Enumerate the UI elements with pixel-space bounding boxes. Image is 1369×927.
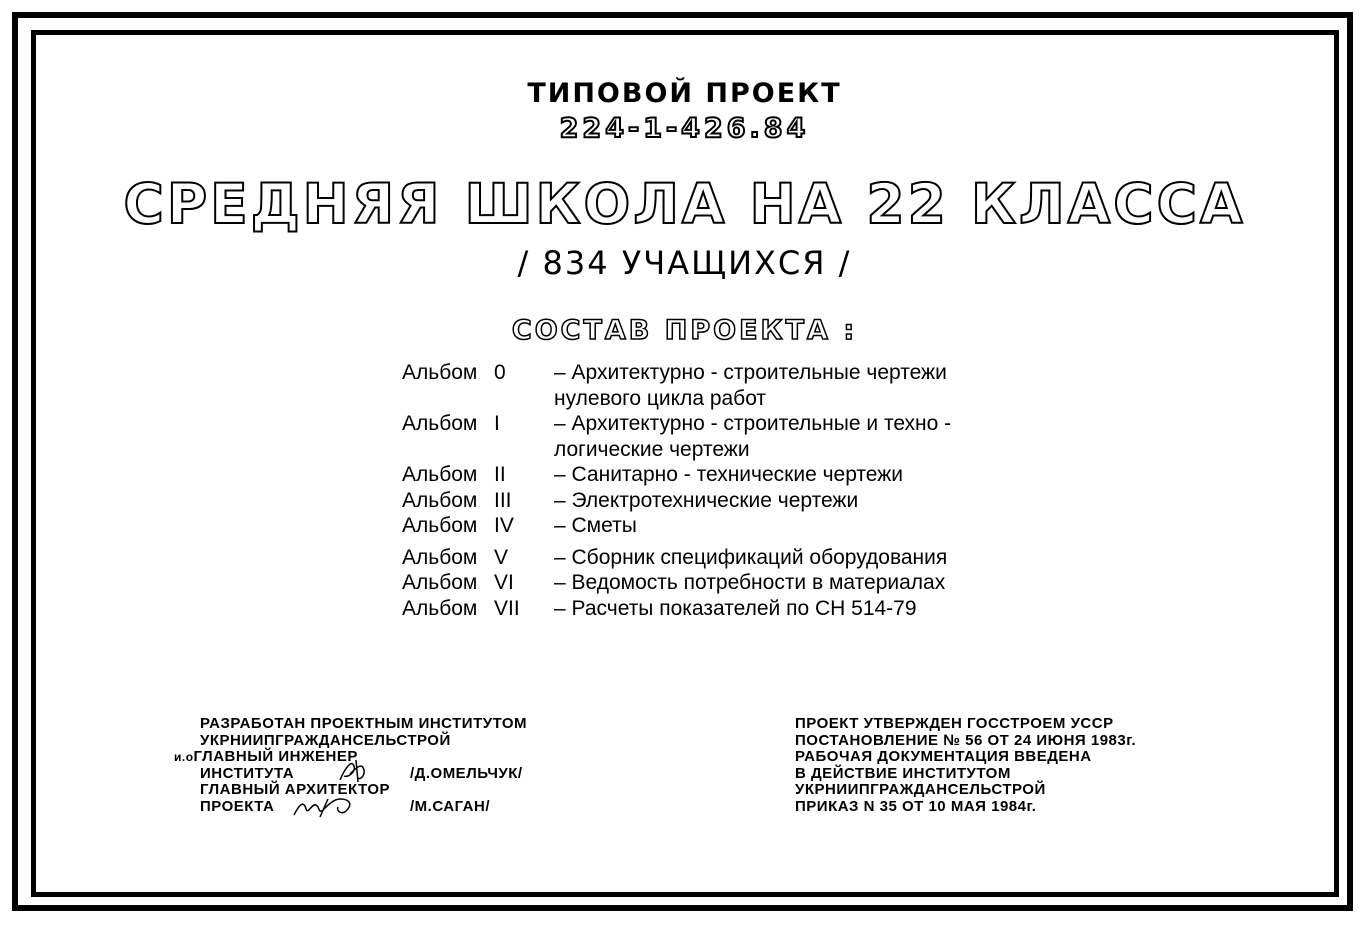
chief-engineer-name: /Д.ОМЕЛЬЧУК/	[410, 764, 523, 782]
order-line: ПРИКАЗ N 35 ОТ 10 МАЯ 1984г.	[795, 797, 1037, 815]
document-subtitle: / 834 УЧАЩИХСЯ /	[517, 244, 852, 282]
album-word: Альбом	[402, 412, 478, 435]
signature-2	[290, 789, 360, 823]
album-description: – Электротехнические чертежи	[554, 488, 859, 512]
developer-block	[174, 716, 527, 815]
developer-line: РАЗРАБОТАН ПРОЕКТНЫМ ИНСТИТУТОМ	[200, 715, 528, 732]
album-word: Альбом	[402, 361, 478, 384]
album-word: Альбом	[402, 488, 478, 512]
album-word: Альбом	[402, 514, 478, 537]
project-word: ПРОЕКТА	[200, 797, 275, 815]
album-list	[402, 360, 951, 621]
album-number: VI	[494, 571, 514, 594]
album-number: V	[494, 545, 509, 569]
project-line	[174, 799, 527, 816]
chief-engineer-title: ГЛАВНЫЙ ИНЖЕНЕР	[193, 748, 358, 765]
album-description: – Ведомость потребности в материалах	[554, 571, 946, 594]
document-title: СРЕДНЯЯ ШКОЛА НА 22 КЛАССА	[123, 172, 1246, 236]
album-description-continued: нулевого цикла работ	[554, 386, 767, 410]
composition-heading: СОСТАВ ПРОЕКТА :	[511, 315, 858, 346]
album-description: – Расчеты показателей по СН 514-79	[554, 596, 917, 620]
album-word: Альбом	[402, 463, 478, 486]
album-description: – Санитарно - технические чертежи	[554, 463, 904, 486]
institute-line	[174, 766, 527, 783]
album-row	[402, 411, 951, 437]
album-number: III	[494, 488, 512, 512]
album-number: II	[494, 463, 506, 486]
album-description: – Архитектурно - строительные и техно -	[554, 412, 952, 435]
album-word: Альбом	[402, 596, 478, 620]
album-row	[402, 545, 951, 571]
album-number: VII	[494, 596, 520, 620]
album-description: – Архитектурно - строительные чертежи	[554, 361, 947, 384]
institute-name: УКРНИИПГРАЖДАНСЕЛЬСТРОЙ	[200, 731, 451, 749]
institute-word: ИНСТИТУТА	[200, 764, 295, 782]
album-row	[402, 570, 951, 596]
approval-block	[795, 716, 1136, 815]
album-row	[402, 513, 951, 539]
album-description: – Сметы	[554, 514, 637, 537]
acting-prefix: и.о	[174, 750, 194, 764]
institute-name-right: УКРНИИПГРАЖДАНСЕЛЬСТРОЙ	[795, 781, 1046, 798]
enacted-line: В ДЕЙСТВИЕ ИНСТИТУТОМ	[795, 764, 1011, 782]
album-number: 0	[494, 361, 506, 384]
project-type-label: ТИПОВОЙ ПРОЕКТ	[527, 78, 842, 109]
album-description-continued: логические чертежи	[554, 437, 750, 461]
album-number: I	[494, 412, 500, 435]
album-row	[402, 596, 951, 622]
resolution-line: ПОСТАНОВЛЕНИЕ № 56 ОТ 24 ИЮНЯ 1983г.	[795, 731, 1137, 749]
album-word: Альбом	[402, 545, 478, 569]
album-row	[402, 488, 951, 514]
documentation-line: РАБОЧАЯ ДОКУМЕНТАЦИЯ ВВЕДЕНА	[795, 748, 1092, 765]
album-word: Альбом	[402, 571, 478, 594]
album-row	[402, 360, 951, 386]
chief-architect-title: ГЛАВНЫЙ АРХИТЕКТОР	[200, 781, 390, 798]
album-description: – Сборник спецификаций оборудования	[554, 545, 948, 569]
approval-line: ПРОЕКТ УТВЕРЖДЕН ГОССТРОЕМ УССР	[795, 715, 1114, 732]
chief-architect-name: /М.САГАН/	[410, 797, 491, 815]
album-row	[402, 462, 951, 488]
album-number: IV	[494, 514, 514, 537]
project-number: 224-1-426.84	[559, 113, 810, 144]
